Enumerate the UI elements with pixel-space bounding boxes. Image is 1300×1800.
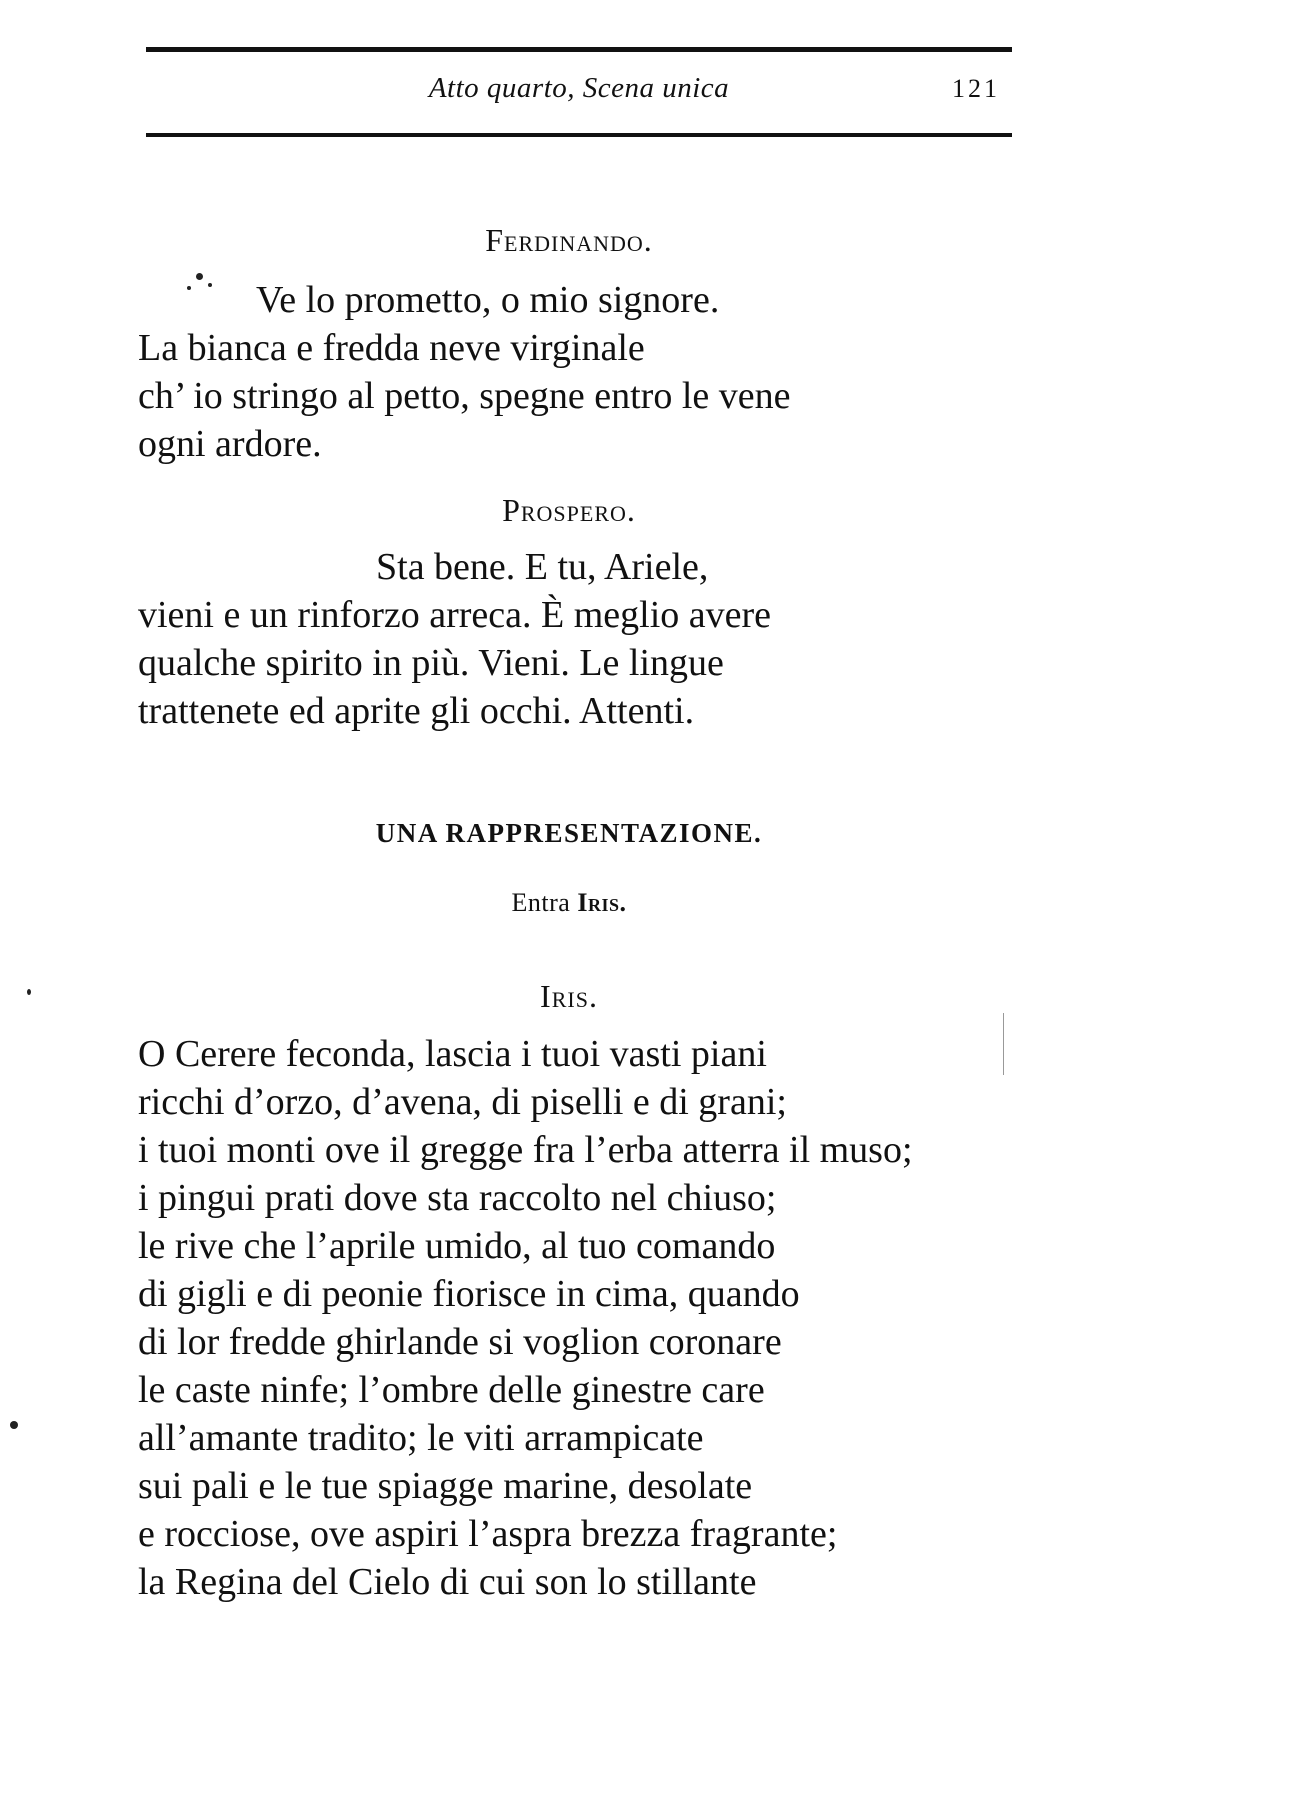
running-title: Atto quarto, Scena unica bbox=[428, 72, 730, 104]
ink-speck bbox=[10, 1421, 18, 1429]
verse-line: O Cerere feconda, lascia i tuoi vasti piani bbox=[138, 1033, 767, 1075]
verse-line: le rive che l’aprile umido, al tuo comando bbox=[138, 1225, 776, 1267]
verse-line: sui pali e le tue spiagge marine, desolate bbox=[138, 1465, 753, 1507]
verse-line: qualche spirito in più. Vieni. Le lingue bbox=[138, 642, 724, 684]
verse-line: Ve lo prometto, o mio signore. bbox=[256, 279, 720, 321]
stage-direction bbox=[146, 888, 992, 918]
verse-line: la Regina del Cielo di cui son lo stillante bbox=[138, 1561, 757, 1603]
verse-line: ogni ardore. bbox=[138, 423, 322, 465]
verse-line: La bianca e fredda neve virginale bbox=[138, 327, 645, 369]
verse-iris bbox=[138, 1030, 913, 1606]
ink-speck bbox=[208, 283, 212, 287]
speaker-iris: Iris. bbox=[540, 978, 598, 1014]
verse-line: ricchi d’orzo, d’avena, di piselli e di grani; bbox=[138, 1081, 787, 1123]
ink-speck bbox=[196, 273, 203, 280]
verse-line: i tuoi monti ove il gregge fra l’erba atterra il muso; bbox=[138, 1129, 913, 1171]
stage-direction-verb: Entra bbox=[511, 888, 571, 917]
verse-prospero bbox=[138, 543, 771, 735]
speaker-prospero: Prospero. bbox=[502, 492, 636, 528]
verse-line: di lor fredde ghirlande si voglion coronare bbox=[138, 1321, 782, 1363]
page-number: 121 bbox=[952, 74, 1000, 103]
verse-line: e rocciose, ove aspiri l’aspra brezza fragrante; bbox=[138, 1513, 838, 1555]
verse-line: all’amante tradito; le viti arrampicate bbox=[138, 1417, 704, 1459]
verse-line: Sta bene. E tu, Ariele, bbox=[376, 546, 709, 588]
verse-line: ch’ io stringo al petto, spegne entro le vene bbox=[138, 375, 791, 417]
stage-direction-character: Iris. bbox=[577, 888, 627, 917]
verse-line: di gigli e di peonie fiorisce in cima, quando bbox=[138, 1273, 800, 1315]
verse-line: le caste ninfe; l’ombre delle ginestre care bbox=[138, 1369, 765, 1411]
section-title: UNA RAPPRESENTAZIONE. bbox=[375, 818, 763, 848]
verse-line: vieni e un rinforzo arreca. È meglio avere bbox=[138, 594, 772, 636]
verse-ferdinando bbox=[138, 276, 790, 468]
header-bottom-rule bbox=[146, 133, 1012, 137]
ink-speck bbox=[187, 286, 191, 290]
ink-speck bbox=[27, 989, 31, 995]
verse-line: trattenete ed aprite gli occhi. Attenti. bbox=[138, 690, 695, 732]
scan-hairline bbox=[1003, 1013, 1004, 1075]
speaker-ferdinando: Ferdinando. bbox=[485, 222, 653, 258]
header-top-rule bbox=[146, 47, 1012, 52]
verse-line: i pingui prati dove sta raccolto nel chiuso; bbox=[138, 1177, 777, 1219]
